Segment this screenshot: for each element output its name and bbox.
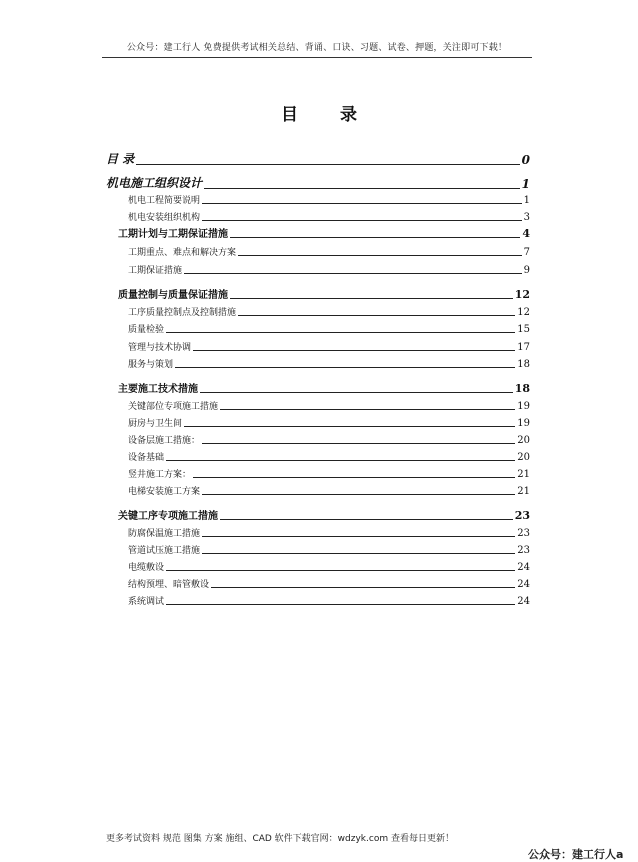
toc-page-number: 1 bbox=[521, 177, 530, 191]
toc-page-number: 4 bbox=[522, 227, 530, 240]
toc-page-number: 1 bbox=[523, 195, 530, 206]
toc-page-number: 24 bbox=[517, 562, 530, 573]
toc-page-number: 19 bbox=[517, 418, 530, 429]
toc-leader-line bbox=[202, 220, 522, 221]
toc-subentry[interactable] bbox=[128, 450, 530, 463]
toc-subentry[interactable] bbox=[128, 560, 530, 573]
toc-leader-line bbox=[202, 536, 515, 537]
toc-subentry[interactable] bbox=[128, 210, 530, 223]
toc-subentry[interactable] bbox=[128, 467, 530, 480]
toc-entry-title: 质量检验 bbox=[128, 325, 165, 335]
toc-leader-line bbox=[211, 587, 515, 588]
toc-page-number: 3 bbox=[523, 212, 530, 223]
watermark-text: 公众号：建工行人a bbox=[528, 848, 624, 861]
toc-entry-title: 服务与策划 bbox=[128, 360, 174, 370]
toc-leader-line bbox=[202, 494, 515, 495]
toc-page-number: 18 bbox=[517, 359, 530, 370]
toc-leader-line bbox=[166, 570, 515, 571]
toc-entry-title: 设备基础 bbox=[128, 453, 165, 463]
toc-subentry[interactable] bbox=[128, 305, 530, 318]
toc-page-number: 21 bbox=[517, 486, 530, 497]
toc-leader-line bbox=[202, 553, 515, 554]
toc-leader-line bbox=[200, 392, 513, 393]
toc-page-number: 18 bbox=[514, 382, 530, 395]
toc-subentry[interactable] bbox=[128, 340, 530, 353]
toc-entry-title: 工期重点、难点和解决方案 bbox=[128, 248, 237, 258]
toc-entry-title: 结构预埋、暗管敷设 bbox=[128, 580, 210, 590]
toc-subentry[interactable] bbox=[128, 543, 530, 556]
toc-page-number: 20 bbox=[517, 452, 530, 463]
toc-subentry[interactable] bbox=[128, 526, 530, 539]
toc-entry[interactable] bbox=[118, 287, 530, 301]
toc-entry-title: 关键工序专项施工措施 bbox=[118, 511, 218, 522]
footer-note: 更多考试资料 规范 图集 方案 施组、CAD 软件下载官网：wdzyk.com 查看每日更新！ bbox=[106, 834, 454, 844]
toc-leader-line bbox=[220, 519, 513, 520]
toc-subentry[interactable] bbox=[128, 399, 530, 412]
toc-entry[interactable] bbox=[106, 175, 530, 191]
toc-entry[interactable] bbox=[118, 381, 530, 395]
toc-entry[interactable] bbox=[118, 226, 530, 240]
toc-page-number: 15 bbox=[517, 324, 530, 335]
toc-entry-title: 机电工程简要说明 bbox=[128, 196, 201, 206]
toc-entry-title: 关键部位专项施工措施 bbox=[128, 402, 219, 412]
toc-entry-title: 防腐保温施工措施 bbox=[128, 529, 201, 539]
toc-entry-title: 质量控制与质量保证措施 bbox=[118, 290, 228, 301]
toc-subentry[interactable] bbox=[128, 594, 530, 607]
page-title: 目 录 bbox=[281, 105, 375, 125]
toc-page-number: 23 bbox=[517, 545, 530, 556]
toc-subentry[interactable] bbox=[128, 263, 530, 276]
toc-entry-title: 机电施工组织设计 bbox=[106, 176, 203, 190]
toc-entry-title: 竖井施工方案： bbox=[128, 470, 192, 480]
toc-entry-title: 厨房与卫生间 bbox=[128, 419, 183, 429]
toc-page-number: 21 bbox=[517, 469, 530, 480]
toc-entry-title: 电缆敷设 bbox=[128, 563, 165, 573]
toc-entry-title: 电梯安装施工方案 bbox=[128, 487, 201, 497]
toc-entry-title: 工期保证措施 bbox=[128, 266, 183, 276]
toc-leader-line bbox=[202, 443, 515, 444]
toc-page-number: 23 bbox=[517, 528, 530, 539]
toc-subentry[interactable] bbox=[128, 322, 530, 335]
toc-leader-line bbox=[136, 164, 519, 165]
toc-subentry[interactable] bbox=[128, 484, 530, 497]
toc-leader-line bbox=[204, 188, 520, 189]
toc-entry-title: 管理与技术协调 bbox=[128, 343, 192, 353]
toc-subentry[interactable] bbox=[128, 577, 530, 590]
toc-subentry[interactable] bbox=[128, 193, 530, 206]
toc-entry-title: 管道试压施工措施 bbox=[128, 546, 201, 556]
toc-page-number: 23 bbox=[514, 509, 530, 522]
toc-leader-line bbox=[166, 332, 515, 333]
toc-page-number: 9 bbox=[523, 265, 530, 276]
toc-leader-line bbox=[230, 298, 513, 299]
header-divider bbox=[102, 57, 532, 58]
toc-leader-line bbox=[184, 426, 515, 427]
toc-page-number: 7 bbox=[523, 247, 530, 258]
toc-page-number: 17 bbox=[517, 342, 530, 353]
toc-leader-line bbox=[166, 460, 515, 461]
toc-page-number: 12 bbox=[514, 288, 530, 301]
toc-entry-title: 目 录 bbox=[106, 152, 135, 166]
toc-entry-title: 工期计划与工期保证措施 bbox=[118, 229, 228, 240]
toc-leader-line bbox=[230, 237, 520, 238]
toc-page-number: 20 bbox=[517, 435, 530, 446]
toc-leader-line bbox=[220, 409, 515, 410]
toc-subentry[interactable] bbox=[128, 416, 530, 429]
toc-subentry[interactable] bbox=[128, 245, 530, 258]
toc-entry-title: 机电安装组织机构 bbox=[128, 213, 201, 223]
toc-entry[interactable] bbox=[106, 151, 530, 167]
toc-leader-line bbox=[193, 350, 515, 351]
toc-entry[interactable] bbox=[118, 508, 530, 522]
toc-entry-title: 系统调试 bbox=[128, 597, 165, 607]
toc-leader-line bbox=[202, 203, 522, 204]
toc-leader-line bbox=[175, 367, 515, 368]
toc-subentry[interactable] bbox=[128, 357, 530, 370]
toc-subentry[interactable] bbox=[128, 433, 530, 446]
toc-leader-line bbox=[184, 273, 522, 274]
toc-page-number: 0 bbox=[521, 153, 530, 167]
toc-leader-line bbox=[238, 255, 522, 256]
toc-page-number: 24 bbox=[517, 579, 530, 590]
toc-page-number: 19 bbox=[517, 401, 530, 412]
toc-entry-title: 工序质量控制点及控制措施 bbox=[128, 308, 237, 318]
header-note: 公众号：建工行人 免费提供考试相关总结、背诵、口诀、习题、试卷、押题，关注即可下载！ bbox=[126, 43, 508, 53]
toc-leader-line bbox=[238, 315, 515, 316]
toc-entry-title: 设备层施工措施： bbox=[128, 436, 201, 446]
toc-entry-title: 主要施工技术措施 bbox=[118, 384, 198, 395]
toc-leader-line bbox=[166, 604, 515, 605]
toc-page-number: 24 bbox=[517, 596, 530, 607]
toc-page-number: 12 bbox=[517, 307, 530, 318]
toc-leader-line bbox=[193, 477, 515, 478]
